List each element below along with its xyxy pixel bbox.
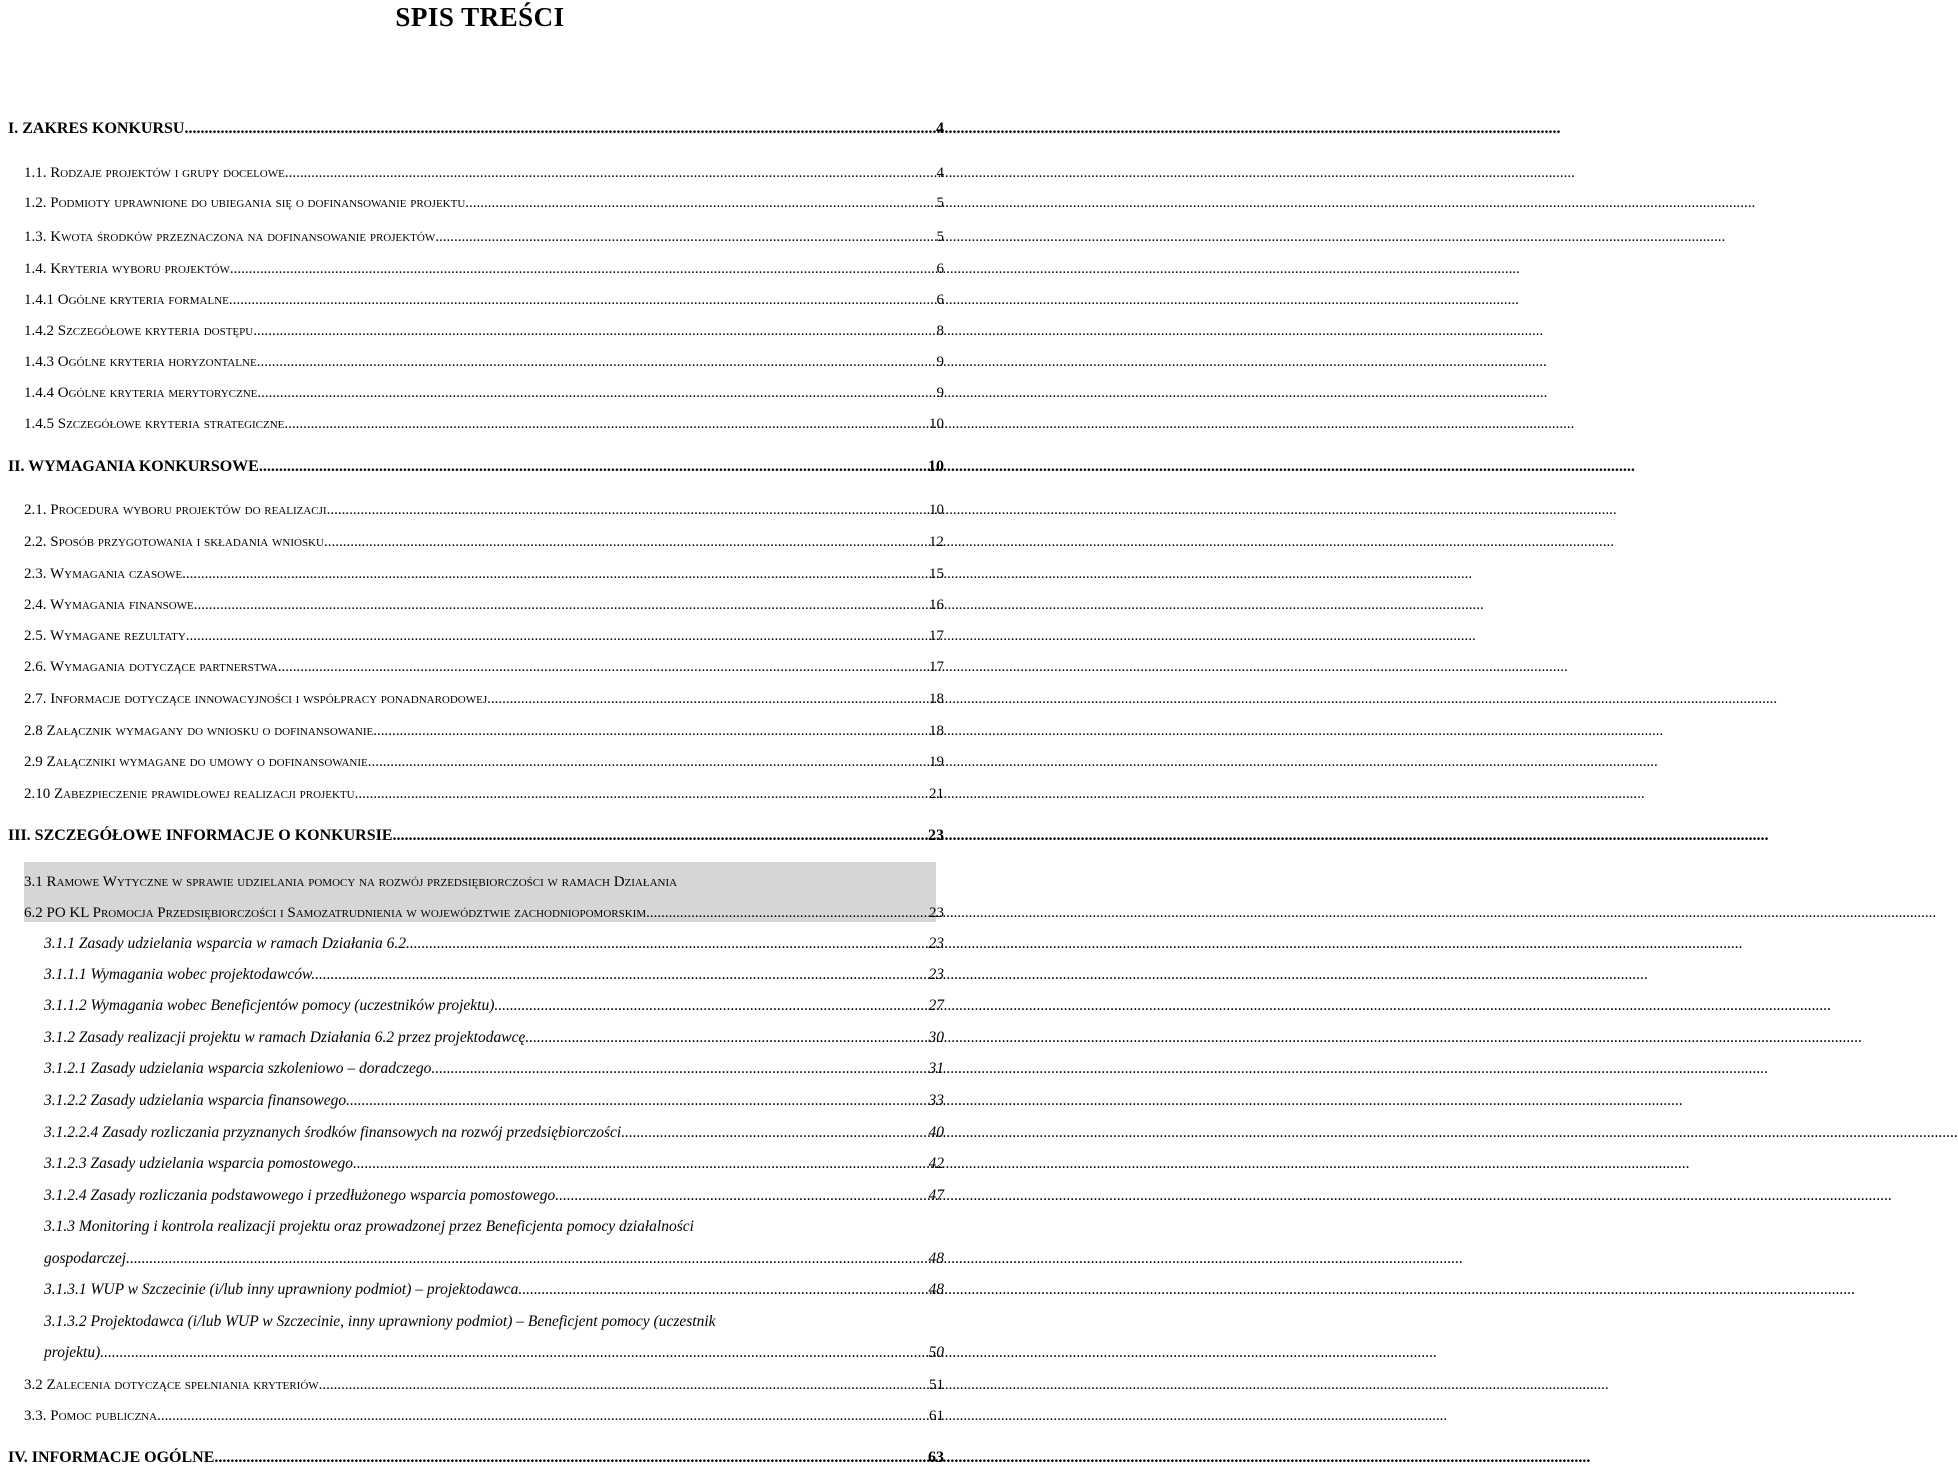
toc-entry[interactable] bbox=[8, 457, 944, 477]
toc-label: 1.3. Kwota środków przeznaczona na dofinansowanie projektów bbox=[24, 229, 436, 245]
toc-label: 2.6. Wymagania dotyczące partnerstwa bbox=[24, 659, 278, 675]
toc-entry[interactable] bbox=[24, 721, 944, 741]
toc-label: II. WYMAGANIA KONKURSOWE bbox=[8, 458, 259, 475]
toc-page: 9 bbox=[936, 385, 944, 401]
toc-page: 18 bbox=[929, 723, 944, 739]
toc-leader bbox=[182, 564, 929, 584]
toc-label: 1.4.1 Ogólne kryteria formalne bbox=[24, 292, 229, 308]
toc-leader bbox=[324, 532, 929, 552]
toc-entry[interactable] bbox=[24, 383, 944, 403]
toc-page: 51 bbox=[929, 1377, 944, 1393]
toc-page: 9 bbox=[936, 354, 944, 370]
toc-label: 3.1.2.2 Zasady udzielania wsparcia finansowego. bbox=[44, 1092, 350, 1109]
toc-page: 48 bbox=[928, 1281, 944, 1298]
toc-leader bbox=[559, 1186, 928, 1206]
toc-label: gospodarczej. bbox=[44, 1250, 130, 1267]
toc-entry[interactable] bbox=[44, 1091, 944, 1111]
toc-page: 27 bbox=[928, 997, 944, 1014]
toc-label: 2.9 Załączniki wymagane do umowy o dofinansowanie bbox=[24, 754, 368, 770]
toc-entry[interactable] bbox=[24, 564, 944, 584]
toc-label: 2.2. Sposób przygotowania i składania wniosku bbox=[24, 534, 324, 550]
toc-entry[interactable] bbox=[24, 193, 944, 213]
toc-entry-line1[interactable] bbox=[24, 872, 944, 892]
toc-entry[interactable] bbox=[24, 657, 944, 677]
toc-page: 10 bbox=[929, 416, 944, 432]
toc-label: I. ZAKRES KONKURSU bbox=[8, 120, 185, 137]
toc-leader bbox=[257, 383, 936, 403]
toc-entry[interactable] bbox=[44, 1249, 944, 1269]
toc-page: 50 bbox=[928, 1344, 944, 1361]
toc-leader bbox=[487, 689, 929, 709]
toc-label: 1.4.3 Ogólne kryteria horyzontalne bbox=[24, 354, 257, 370]
toc-leader bbox=[410, 934, 929, 954]
toc-label: 3.1 Ramowe Wytyczne w sprawie udzielania pomocy na rozwój przedsiębiorczości w ramach Działania bbox=[24, 874, 678, 890]
toc-leader bbox=[327, 500, 929, 520]
toc-leader bbox=[529, 1028, 928, 1048]
toc-leader bbox=[284, 414, 929, 434]
toc-page: 4 bbox=[936, 165, 944, 181]
toc-entry[interactable] bbox=[44, 1186, 944, 1206]
toc-leader bbox=[104, 1343, 928, 1363]
toc-label: IV. INFORMACJE OGÓLNE bbox=[8, 1449, 215, 1466]
toc-page: 12 bbox=[929, 534, 944, 550]
toc-entry[interactable] bbox=[44, 1123, 944, 1143]
toc-label: 3.3. Pomoc publiczna bbox=[24, 1408, 158, 1424]
toc-entry[interactable] bbox=[24, 321, 944, 341]
toc-page: 18 bbox=[929, 691, 944, 707]
toc-page: 16 bbox=[929, 597, 944, 613]
toc-label: 1.4.2 Szczegółowe kryteria dostępu bbox=[24, 323, 254, 339]
toc-leader bbox=[253, 321, 936, 341]
toc-label: 2.10 Zabezpieczenie prawidłowej realizacji projektu bbox=[24, 786, 355, 802]
toc-page: 33 bbox=[928, 1092, 944, 1109]
toc-entry[interactable] bbox=[24, 290, 944, 310]
toc-entry[interactable] bbox=[44, 1154, 944, 1174]
toc-label: 2.7. Informacje dotyczące innowacyjności i współpracy ponadnarodowej bbox=[24, 691, 488, 707]
toc-entry[interactable] bbox=[24, 352, 944, 372]
toc-entry[interactable] bbox=[24, 689, 944, 709]
toc-entry-line1[interactable] bbox=[44, 1217, 944, 1237]
toc-leader bbox=[368, 752, 929, 772]
toc-leader bbox=[465, 193, 936, 213]
toc-label: 3.1.3.2 Projektodawca (i/lub WUP w Szczecinie, inny uprawniony podmiot) – Beneficjent pomocy (uczestnik bbox=[44, 1313, 716, 1330]
toc-label: 3.1.2 Zasady realizacji projektu w ramach Działania 6.2 przez projektodawcę. bbox=[44, 1029, 530, 1046]
toc-page: 6 bbox=[936, 292, 944, 308]
toc-leader bbox=[522, 1280, 928, 1300]
toc-page: 30 bbox=[928, 1029, 944, 1046]
toc-page: 21 bbox=[929, 786, 944, 802]
toc-label: 1.4.4 Ogólne kryteria merytoryczne bbox=[24, 385, 258, 401]
toc-page: 40 bbox=[928, 1124, 944, 1141]
toc-entry[interactable] bbox=[8, 119, 944, 139]
toc-leader bbox=[646, 903, 929, 923]
toc-entry[interactable] bbox=[24, 784, 944, 804]
toc-page: 19 bbox=[929, 754, 944, 770]
toc-entry[interactable] bbox=[8, 1448, 944, 1468]
toc-label: 3.2 Zalecenia dotyczące spełniania kryteriów bbox=[24, 1377, 319, 1393]
toc-leader bbox=[393, 826, 928, 846]
toc-entry[interactable] bbox=[44, 1343, 944, 1363]
toc-entry[interactable] bbox=[24, 163, 944, 183]
toc-page: 17 bbox=[929, 659, 944, 675]
toc-entry[interactable] bbox=[24, 626, 944, 646]
toc-page: 8 bbox=[936, 323, 944, 339]
toc-page: 6 bbox=[936, 261, 944, 277]
page-title: SPIS TREŚCI bbox=[395, 2, 565, 32]
toc-page: 23 bbox=[929, 905, 944, 921]
toc-leader bbox=[625, 1123, 928, 1143]
toc-page: 10 bbox=[929, 502, 944, 518]
toc-label: projektu). bbox=[44, 1344, 105, 1361]
toc-label: 1.2. Podmioty uprawnione do ubiegania się o dofinansowanie projektu bbox=[24, 195, 466, 211]
toc-label: 2.5. Wymagane rezultaty bbox=[24, 628, 186, 644]
toc-leader bbox=[315, 965, 928, 985]
toc-leader bbox=[285, 163, 937, 183]
toc-label: 3.1.3 Monitoring i kontrola realizacji projektu oraz prowadzonej przez Beneficjenta pomocy działalności bbox=[44, 1218, 694, 1235]
toc-leader bbox=[259, 457, 928, 477]
toc-label: 3.1.1 Zasady udzielania wsparcia w ramach Działania 6.2. bbox=[44, 935, 410, 952]
toc-entry[interactable] bbox=[24, 259, 944, 279]
toc-entry[interactable] bbox=[24, 1406, 944, 1426]
toc-label: 3.1.2.1 Zasady udzielania wsparcia szkoleniowo – doradczego. bbox=[44, 1060, 436, 1077]
toc-entry[interactable] bbox=[44, 1280, 944, 1300]
toc-leader bbox=[319, 1375, 929, 1395]
toc-page: 23 bbox=[928, 935, 944, 952]
toc-label: III. SZCZEGÓŁOWE INFORMACJE O KONKURSIE bbox=[8, 827, 393, 844]
toc-label: 3.1.1.1 Wymagania wobec projektodawców. bbox=[44, 966, 316, 983]
toc-leader bbox=[229, 290, 937, 310]
toc-label: 3.1.3.1 WUP w Szczecinie (i/lub inny uprawniony podmiot) – projektodawca. bbox=[44, 1281, 523, 1298]
toc-label: 3.1.2.2.4 Zasady rozliczania przyznanych środków finansowych na rozwój przedsiębiorczości. bbox=[44, 1124, 626, 1141]
toc-label: 1.4. Kryteria wyboru projektów bbox=[24, 261, 230, 277]
toc-label: 3.1.2.3 Zasady udzielania wsparcia pomostowego. bbox=[44, 1155, 357, 1172]
toc-entry[interactable] bbox=[8, 826, 944, 846]
toc-entry[interactable] bbox=[24, 532, 944, 552]
toc-page: 42 bbox=[928, 1155, 944, 1172]
toc-entry[interactable] bbox=[24, 414, 944, 434]
toc-leader bbox=[214, 1448, 928, 1468]
toc-leader bbox=[355, 784, 929, 804]
toc-page: 4 bbox=[936, 120, 944, 137]
toc-page: 5 bbox=[936, 229, 944, 245]
toc-label: 1.1. Rodzaje projektów i grupy docelowe bbox=[24, 165, 285, 181]
toc-entry[interactable] bbox=[24, 903, 944, 923]
toc-leader bbox=[357, 1154, 929, 1174]
toc-page: 15 bbox=[929, 566, 944, 582]
toc-leader bbox=[278, 657, 929, 677]
toc-leader bbox=[186, 626, 929, 646]
toc-leader bbox=[435, 1059, 928, 1079]
toc-leader bbox=[435, 227, 936, 247]
toc-leader bbox=[130, 1249, 929, 1269]
toc-leader bbox=[498, 996, 928, 1016]
toc-leader bbox=[157, 1406, 929, 1426]
toc-label: 2.8 Załącznik wymagany do wniosku o dofinansowanie bbox=[24, 723, 374, 739]
toc-page: 63 bbox=[928, 1449, 944, 1466]
toc-entry[interactable] bbox=[44, 996, 944, 1016]
toc-entry[interactable] bbox=[44, 934, 944, 954]
toc-page: 31 bbox=[928, 1060, 944, 1077]
document-page bbox=[0, 0, 960, 1470]
toc-label: 2.1. Procedura wyboru projektów do realizacji bbox=[24, 502, 327, 518]
toc-label: 2.3. Wymagania czasowe bbox=[24, 566, 183, 582]
toc-page: 47 bbox=[928, 1187, 944, 1204]
toc-label: 6.2 PO KL Promocja Przedsiębiorczości i Samozatrudnienia w województwie zachodniopomorskim bbox=[24, 905, 647, 921]
toc-label: 3.1.2.4 Zasady rozliczania podstawowego i przedłużonego wsparcia pomostowego. bbox=[44, 1187, 560, 1204]
toc-leader bbox=[184, 119, 936, 139]
toc-page: 48 bbox=[928, 1250, 944, 1267]
toc-page: 5 bbox=[936, 195, 944, 211]
toc-leader bbox=[257, 352, 937, 372]
toc-page: 23 bbox=[928, 827, 944, 844]
toc-entry[interactable] bbox=[44, 1059, 944, 1079]
toc-entry-line1[interactable] bbox=[44, 1312, 944, 1332]
toc-label: 3.1.1.2 Wymagania wobec Beneficjentów pomocy (uczestników projektu). bbox=[44, 997, 499, 1014]
toc-entry[interactable] bbox=[24, 752, 944, 772]
toc-leader bbox=[230, 259, 937, 279]
toc-entry[interactable] bbox=[24, 500, 944, 520]
toc-entry[interactable] bbox=[24, 227, 944, 247]
toc-leader bbox=[373, 721, 929, 741]
toc-entry[interactable] bbox=[44, 965, 944, 985]
toc-entry[interactable] bbox=[44, 1028, 944, 1048]
toc-leader bbox=[194, 595, 929, 615]
toc-page: 17 bbox=[929, 628, 944, 644]
toc-label: 1.4.5 Szczegółowe kryteria strategiczne bbox=[24, 416, 285, 432]
toc-entry[interactable] bbox=[24, 595, 944, 615]
toc-entry[interactable] bbox=[24, 1375, 944, 1395]
toc-page: 61 bbox=[929, 1408, 944, 1424]
toc-page: 10 bbox=[928, 458, 944, 475]
toc-page: 23 bbox=[928, 966, 944, 983]
toc-label: 2.4. Wymagania finansowe bbox=[24, 597, 194, 613]
toc-leader bbox=[350, 1091, 929, 1111]
